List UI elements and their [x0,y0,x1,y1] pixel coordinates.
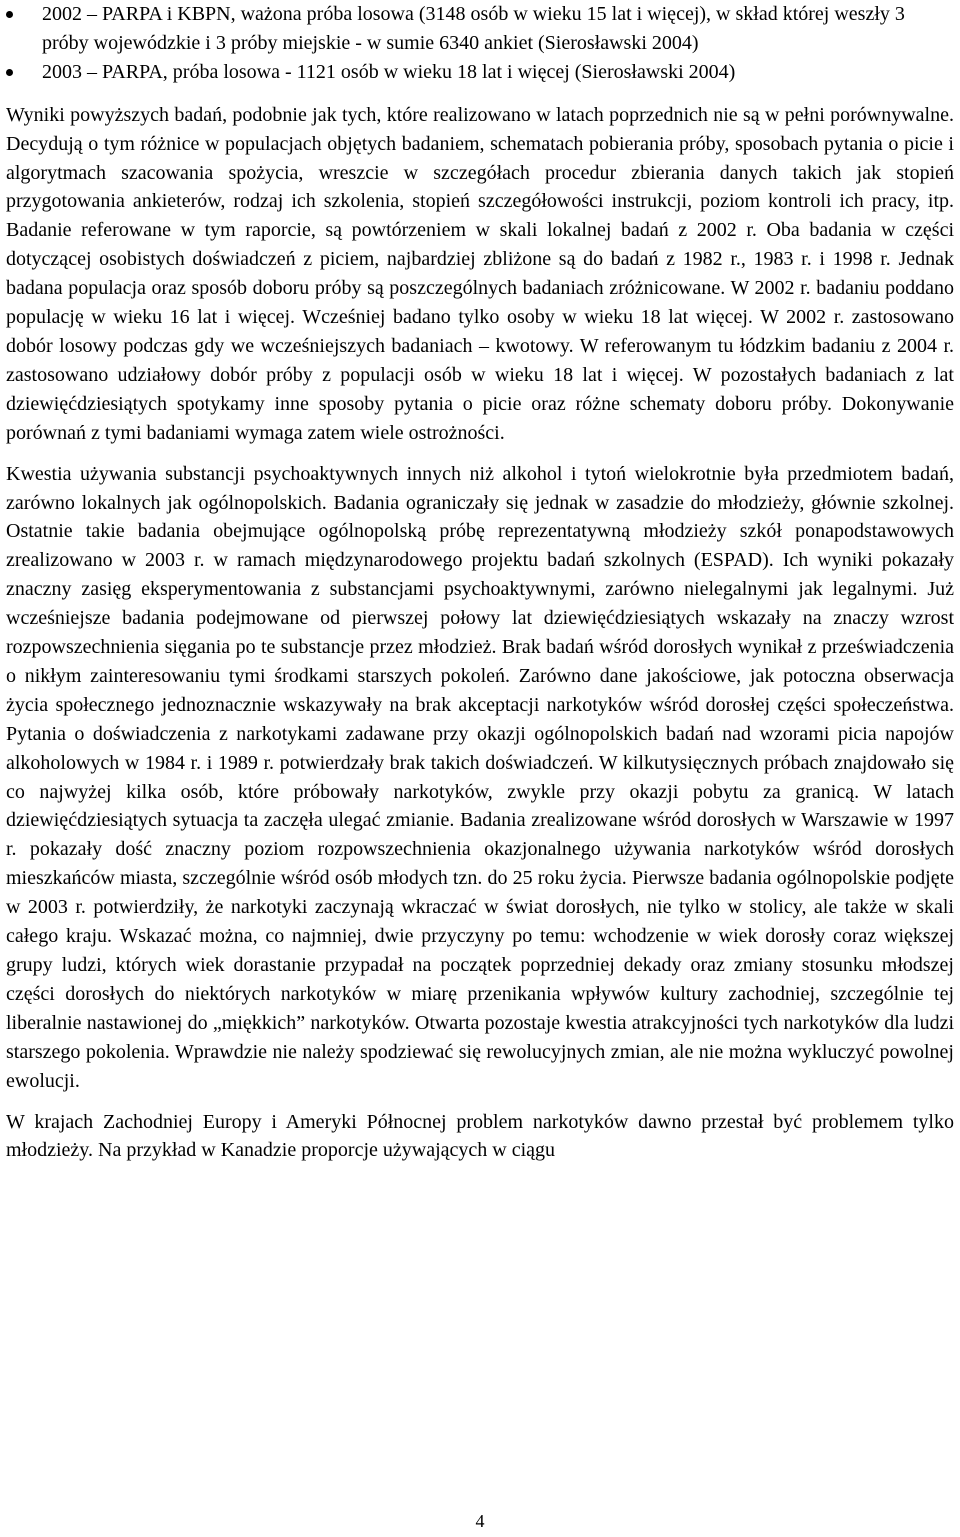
list-item [6,0,954,58]
page-number: 4 [475,1511,485,1531]
paragraph-psychoactive-substances: Kwestia używania substancji psychoaktywnych innych niż alkohol i tytoń wielokrotnie była przedmiotem badań, zarówno lokalnych jak ogólnopolskich. Badania ograniczały się jednak w zasadzie do młodzieży, głównie szkolnej. Ostatnie takie badania obejmujące ogólnopolską próbę reprezentatywną młodzieży szkół ponapodstawowych zrealizowano w 2003 r. w ramach międzynarodowego projektu badań szkolnych (ESPAD). Ich wyniki pokazały znaczny zasięg eksperymentowania z substancjami psychoaktywnymi, zarówno nielegalnymi jak legalnymi. Już wcześniejsze badania podejmowane od pierwszej połowy lat dziewięćdziesiątych wskazały na znaczy wzrost rozpowszechnienia sięgania po te substancje przez młodzież. Brak badań wśród dorosłych wynikał z przeświadczenia o nikłym zainteresowaniu tymi środkami starszych pokoleń. Zarówno dane jakościowe, jak potoczna obserwacja życia społecznego jednoznacznie wskazywały na brak akceptacji narkotyków wśród dorosłej części społeczeństwa. Pytania o doświadczenia z narkotykami zadawane przy okazji ogólnopolskich badań nad wzorami picia napojów alkoholowych w 1984 r. i 1989 r. potwierdzały brak takich doświadczeń. W kilkutysięcznych próbach znajdowało się co najwyżej kilka osób, które próbowały narkotyków, zwykle przy okazji pobytu za granicą. W latach dziewięćdziesiątych sytuacja ta zaczęła ulegać zmianie. Badania zrealizowane wśród dorosłych w Warszawie w 1997 r. pokazały dość znaczny poziom rozpowszechnienia okazjonalnego używania narkotyków wśród dorosłych mieszkańców miasta, szczególnie wśród osób młodych tzn. do 25 roku życia. Pierwsze badania ogólnopolskie podjęte w 2003 r. potwierdziły, że narkotyki zaczynają wkraczać w świat dorosłych, nie tylko w stolicy, ale także w skali całego kraju. Wskazać można, co najmniej, dwie przyczyny po temu: wchodzenie w wiek dorosły coraz większej grupy ludzi, których wiek dorastanie przypadał na początek poprzedniej dekady oraz zmiany stosunku młodszej części dorosłych do niektórych narkotyków w miarę przenikania wpływów kultury zachodniej, szczególnie tej liberalnie nastawionej do „miękkich” narkotyków. Otwarta pozostaje kwestia atrakcyjności tych narkotyków dla ludzi starszego pokolenia. Wprawdzie nie należy spodziewać się rewolucyjnych zmian, ale nie można wykluczyć powolnej ewolucji. [6,462,954,1092]
paragraph-comparability: Wyniki powyższych badań, podobnie jak tych, które realizowano w latach poprzednich nie są w pełni porównywalne. Decydują o tym różnice w populacjach objętych badaniem, schematach pobierania próby, sposobach pytania o picie i algorytmach szacowania spożycia, wreszcie w szczegółach procedur zbierania danych takich jak stopień przygotowania ankieterów, rodzaj ich szkolenia, stopień szczegółowości instrukcji, poziom kontroli ich pracy, itp. Badanie referowane w tym raporcie, są powtórzeniem w skali lokalnej badań z 2002 r. Oba badania w części dotyczącej osobistych doświadczeń z piciem, najbardziej zbliżone są do badań z 1982 r., 1983 r. i 1998 r. Jednak badana populacja oraz sposób doboru próby są poszczególnych badaniach zróżnicowane. W 2002 r. badaniu poddano populację w wieku 16 lat i więcej. Wcześniej badano tylko osoby w wieku 18 lat więcej. W 2002 r. zastosowano dobór losowy podczas gdy we wcześniejszych badaniach – kwotowy. W referowanym tu łódzkim badaniu z 2004 r. zastosowano udziałowy dobór próby z populacji osób w wieku 18 lat i więcej. W pozostałych badaniach z lat dziewięćdziesiątych spotykamy inne sposoby pytania o picie oraz różne schematy doboru próby. Dokonywanie porównań z tymi badaniami wymaga zatem wiele ostrożności. [6,103,954,444]
bullet-icon [6,69,13,76]
list-item-text: 2003 – PARPA, próba losowa - 1121 osób w wieku 18 lat i więcej (Sierosławski 2004) [42,60,736,83]
source-list [6,0,954,87]
list-item-text: 2002 – PARPA i KBPN, ważona próba losowa (3148 osób w wieku 15 lat i więcej), w skład której weszły 3 próby wojewódzkie i 3 próby miejskie - w sumie 6340 ankiet (Sierosławski 2004) [42,3,905,54]
list-item [6,58,954,87]
document-page [6,0,954,1165]
bullet-icon [6,11,13,18]
paragraph-western-europe: W krajach Zachodniej Europy i Ameryki Północnej problem narkotyków dawno przestał być problemem tylko młodzieży. Na przykład w Kanadzie proporcje używających w ciągu [6,1110,954,1162]
